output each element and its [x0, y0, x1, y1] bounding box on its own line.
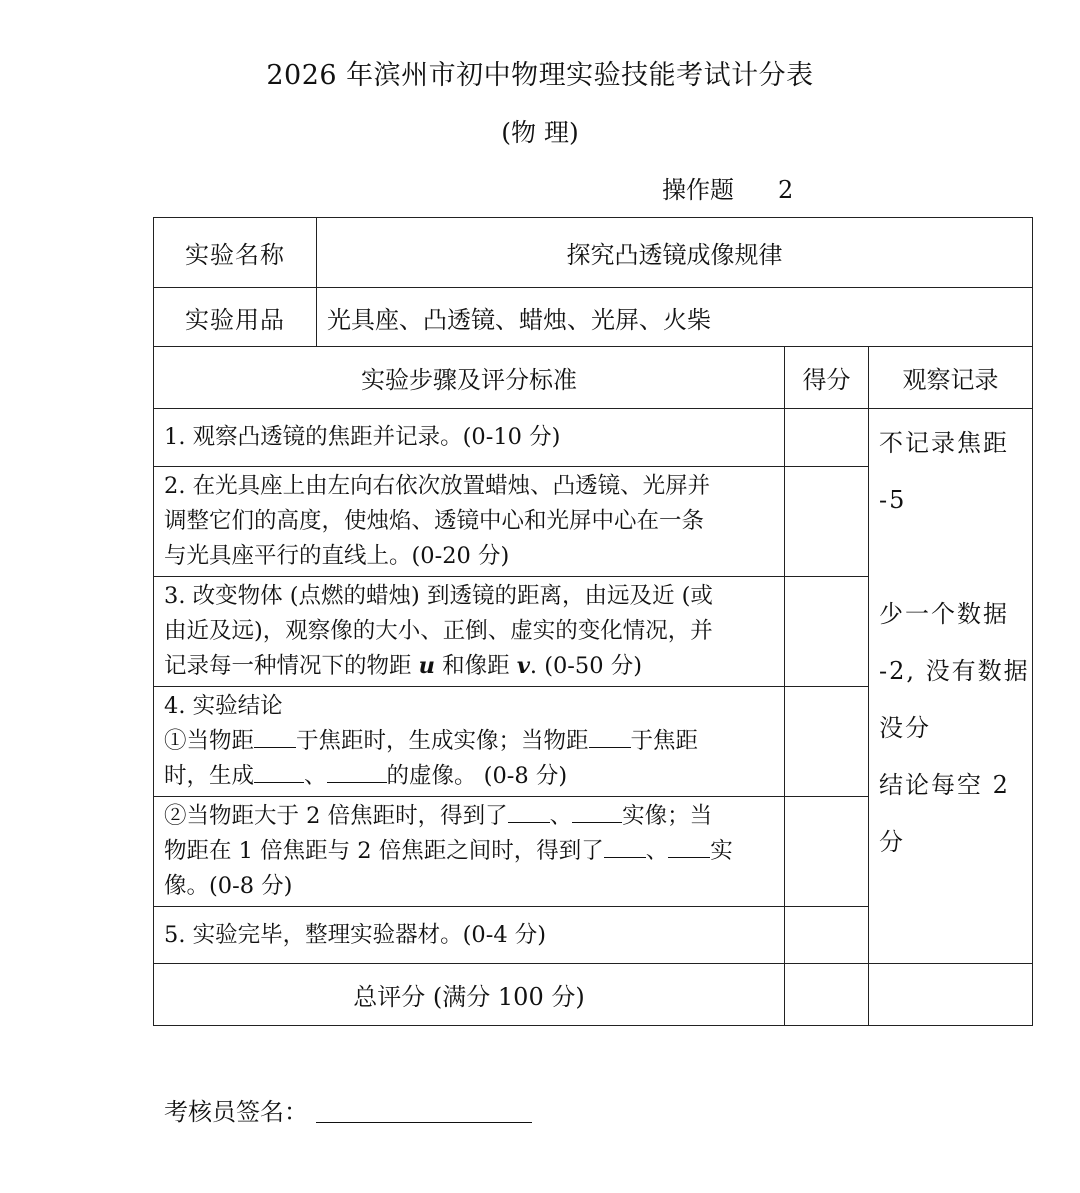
observation-line-6: 结论每空 2 — [879, 771, 1010, 799]
signature-line[interactable] — [316, 1122, 532, 1123]
step-5-line: 5. 实验完毕，整理实验器材。(0-4 分) — [164, 921, 547, 948]
score-cell-4b[interactable] — [785, 797, 869, 907]
step-4a-line-3 — [164, 759, 776, 794]
step-row-1 — [154, 409, 1033, 467]
experiment-name-label: 实验名称 — [154, 218, 317, 288]
score-cell-5[interactable] — [785, 907, 869, 964]
observation-line-7: 分 — [879, 828, 905, 856]
step-4b-line-1 — [164, 799, 776, 834]
step-2-text — [154, 467, 785, 577]
step-4b-text-f: 实 — [710, 838, 733, 864]
step-4b-text-a: ②当物距大于 2 倍焦距时，得到了 — [164, 803, 508, 829]
step-2-line-3: 与光具座平行的直线上。(0-20 分) — [164, 543, 510, 569]
step-4a-text-e: 、 — [304, 763, 327, 789]
question-info — [662, 172, 793, 208]
question-number: 2 — [778, 176, 794, 204]
step-2-line-1: 2. 在光具座上由左向右依次放置蜡烛、凸透镜、光屏并 — [164, 473, 711, 499]
fill-blank-8[interactable] — [668, 835, 710, 858]
fill-blank-1[interactable] — [254, 725, 296, 748]
observation-line-4: -2, 没有数据 — [879, 657, 1030, 685]
step-3-line-2: 由近及远)，观察像的大小、正倒、虚实的变化情况，并 — [164, 618, 713, 644]
step-4a-line-2 — [164, 724, 776, 759]
step-3-text-a: 记录每一种情况下的物距 — [164, 653, 419, 679]
question-label: 操作题 — [662, 176, 734, 204]
step-4b-text-b: 、 — [549, 803, 573, 829]
fill-blank-4[interactable] — [327, 760, 387, 783]
step-4b-line-3: 像。(0-8 分) — [164, 873, 293, 899]
steps-header: 实验步骤及评分标准 — [154, 347, 785, 409]
observation-line-5: 没分 — [879, 714, 931, 742]
page-subtitle: (物 理) — [501, 118, 579, 147]
step-4a-text — [154, 687, 785, 797]
fill-blank-6[interactable] — [572, 800, 622, 823]
score-table — [153, 217, 1033, 1026]
step-4a-text-d: 时，生成 — [164, 763, 255, 789]
step-4b-text-d: 物距在 1 倍焦距与 2 倍焦距之间时，得到了 — [164, 838, 604, 864]
observation-line-3: 少一个数据 — [879, 600, 1009, 628]
materials-list: 光具座、凸透镜、蜡烛、光屏、火柴 — [317, 288, 1033, 347]
step-4-heading: 4. 实验结论 — [164, 693, 283, 719]
observation-line-1: 不记录焦距 — [879, 429, 1009, 457]
observation-spacer — [879, 529, 1024, 586]
step-2-line-2: 调整它们的高度，使烛焰、透镜中心和光屏中心在一条 — [164, 508, 705, 534]
step-4b-text — [154, 797, 785, 907]
fill-blank-3[interactable] — [254, 760, 304, 783]
experiment-name-row — [154, 218, 1033, 288]
fill-blank-7[interactable] — [604, 835, 646, 858]
score-cell-4a[interactable] — [785, 687, 869, 797]
step-3-line-3 — [164, 649, 776, 684]
total-observation-cell — [869, 964, 1033, 1026]
examiner-signature-label: 考核员签名： — [164, 1098, 308, 1126]
step-3-text-b: 和像距 — [435, 653, 517, 679]
step-3-text-c: . (0-50 分) — [529, 653, 642, 679]
image-distance-symbol: v — [516, 653, 530, 679]
step-3-text — [154, 577, 785, 687]
step-4a-text-b: 于焦距时，生成实像；当物距 — [296, 728, 589, 754]
step-1-text — [154, 409, 785, 467]
score-cell-2[interactable] — [785, 467, 869, 577]
experiment-name: 探究凸透镜成像规律 — [317, 218, 1033, 288]
step-1-line: 1. 观察凸透镜的焦距并记录。(0-10 分) — [164, 424, 561, 450]
step-4b-text-e: 、 — [645, 838, 669, 864]
materials-label: 实验用品 — [154, 288, 317, 347]
observation-line-2: -5 — [879, 486, 907, 514]
step-4a-text-a: ①当物距 — [164, 728, 255, 754]
total-score-label: 总评分 (满分 100 分) — [154, 964, 785, 1026]
step-3-line-1: 3. 改变物体 (点燃的蜡烛) 到透镜的距离，由远及近 (或 — [164, 583, 713, 609]
total-row — [154, 964, 1033, 1026]
materials-row — [154, 288, 1033, 347]
observation-notes — [869, 409, 1033, 964]
score-cell-3[interactable] — [785, 577, 869, 687]
object-distance-symbol: u — [418, 653, 436, 679]
step-4a-text-c: 于焦距 — [630, 728, 699, 754]
step-4a-text-f: 的虚像。 (0-8 分) — [386, 763, 568, 789]
step-4b-text-c: 实像；当 — [622, 803, 713, 829]
score-cell-1[interactable] — [785, 409, 869, 467]
fill-blank-5[interactable] — [508, 800, 550, 823]
observation-header: 观察记录 — [869, 347, 1033, 409]
total-score-cell[interactable] — [785, 964, 869, 1026]
page-title: 2026 年滨州市初中物理实验技能考试计分表 — [266, 60, 814, 91]
score-header: 得分 — [785, 347, 869, 409]
fill-blank-2[interactable] — [589, 725, 631, 748]
step-5-text — [154, 907, 785, 964]
column-header-row — [154, 347, 1033, 409]
step-4b-line-2 — [164, 834, 776, 869]
